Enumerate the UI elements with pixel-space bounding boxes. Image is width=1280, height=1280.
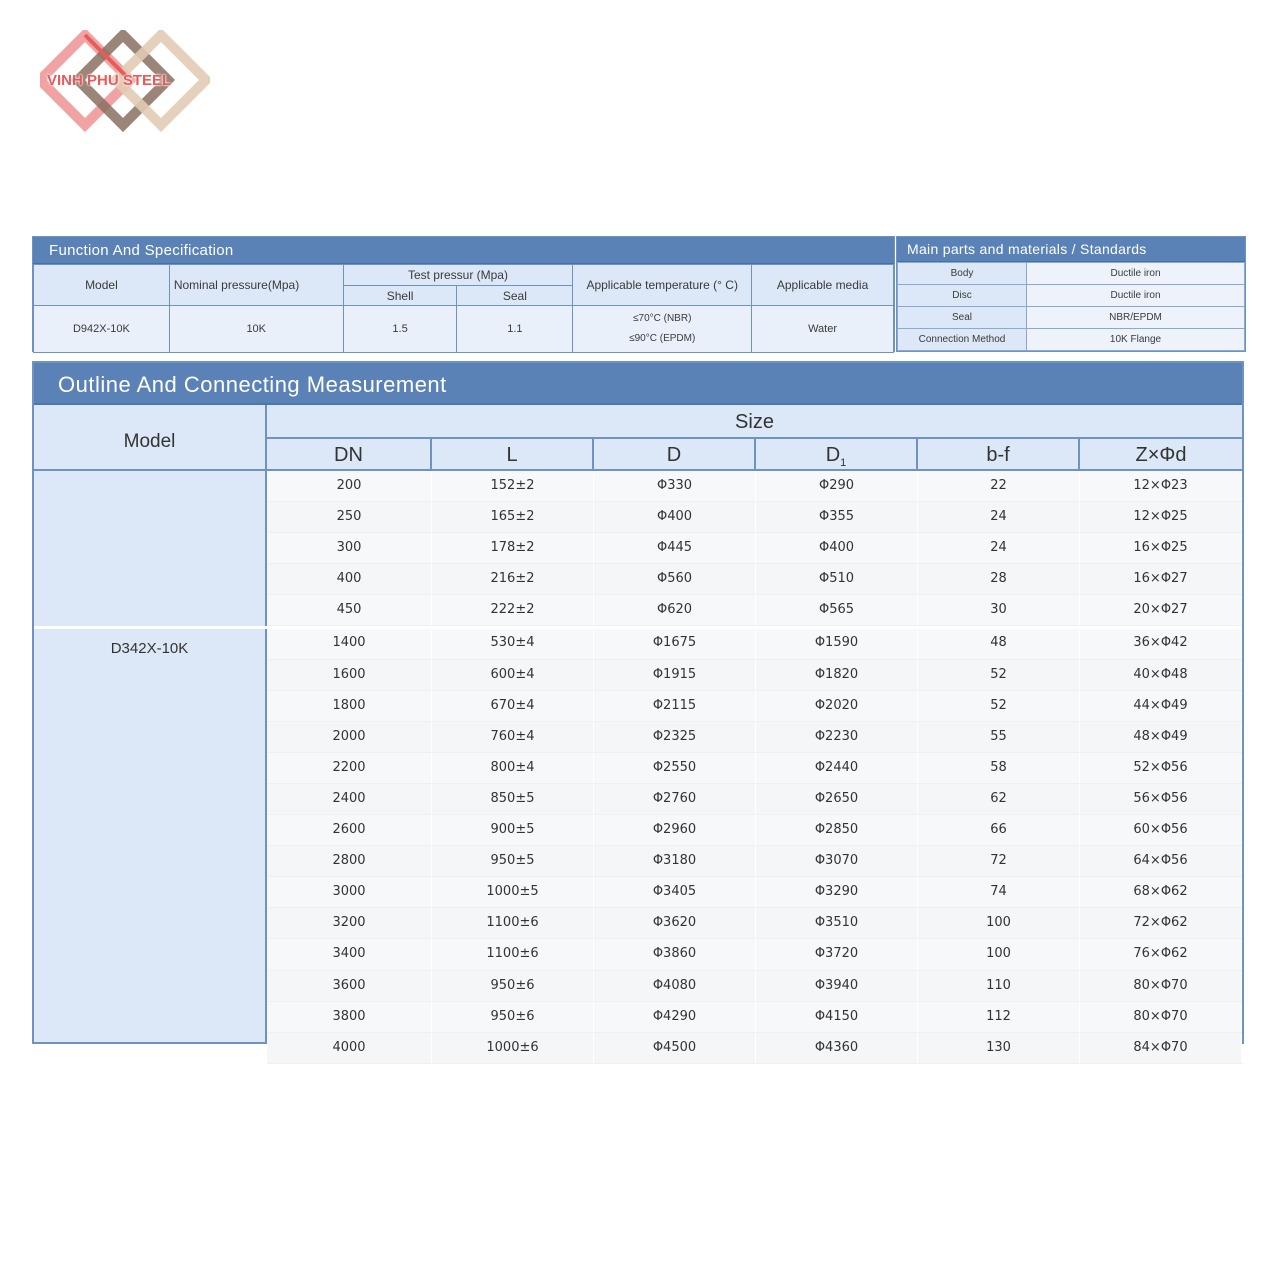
header-applicable-temperature: Applicable temperature (° C)	[573, 265, 752, 306]
cell-d: Φ1915	[594, 660, 756, 690]
cell-d1: Φ3940	[756, 971, 918, 1001]
cell-zd: 80×Φ70	[1080, 971, 1242, 1001]
temp-nbr: ≤70°C (NBR)	[633, 313, 692, 324]
cell-l: 760±4	[432, 722, 594, 752]
table-row	[267, 691, 1242, 722]
function-spec-box	[32, 236, 895, 352]
spec-section	[32, 236, 1246, 352]
cell-d1: Φ2850	[756, 815, 918, 845]
cell-zd: 80×Φ70	[1080, 1002, 1242, 1032]
outline-section	[32, 361, 1244, 1055]
cell-dn: 2000	[267, 722, 432, 752]
temp-epdm: ≤90°C (EPDM)	[629, 333, 696, 344]
cell-bf: 62	[918, 784, 1080, 814]
table-row	[267, 815, 1242, 846]
function-spec-title: Function And Specification	[33, 237, 894, 264]
cell-zd: 36×Φ42	[1080, 628, 1242, 658]
cell-dn: 1400	[267, 628, 432, 658]
group-divider	[34, 626, 1242, 629]
table-row	[267, 784, 1242, 815]
cell-zd: 68×Φ62	[1080, 877, 1242, 907]
cell-dn: 3000	[267, 877, 432, 907]
cell-dn: 3200	[267, 908, 432, 938]
cell-l: 530±4	[432, 628, 594, 658]
cell-bf: 130	[918, 1033, 1080, 1063]
table-row	[267, 753, 1242, 784]
cell-bf: 100	[918, 939, 1080, 969]
value-seal: 1.1	[457, 306, 573, 353]
cell-zd: 84×Φ70	[1080, 1033, 1242, 1063]
value-nominal-pressure: 10K	[169, 306, 343, 353]
table-row	[267, 877, 1242, 908]
cell-d1: Φ290	[756, 471, 918, 501]
cell-d1: Φ3720	[756, 939, 918, 969]
outline-size-header: Size	[267, 405, 1242, 439]
cell-d: Φ3620	[594, 908, 756, 938]
cell-d: Φ4290	[594, 1002, 756, 1032]
table-row	[267, 595, 1242, 626]
table-row	[267, 660, 1242, 691]
cell-dn: 2800	[267, 846, 432, 876]
cell-dn: 3600	[267, 971, 432, 1001]
value-model: D942X-10K	[34, 306, 170, 353]
cell-bf: 24	[918, 533, 1080, 563]
cell-bf: 66	[918, 815, 1080, 845]
header-shell: Shell	[343, 286, 457, 306]
table-row	[267, 846, 1242, 877]
cell-bf: 48	[918, 628, 1080, 658]
cell-d1: Φ400	[756, 533, 918, 563]
column-header-d1-subscript: 1	[840, 457, 847, 469]
cell-d: Φ620	[594, 595, 756, 625]
cell-d1: Φ565	[756, 595, 918, 625]
cell-zd: 20×Φ27	[1080, 595, 1242, 625]
cell-zd: 12×Φ25	[1080, 502, 1242, 532]
outline-title: Outline And Connecting Measurement	[34, 363, 1242, 405]
cell-d: Φ4500	[594, 1033, 756, 1063]
cell-zd: 64×Φ56	[1080, 846, 1242, 876]
table-row	[267, 471, 1242, 502]
value-media: Water	[752, 306, 894, 353]
cell-d: Φ2960	[594, 815, 756, 845]
cell-dn: 4000	[267, 1033, 432, 1063]
cell-bf: 52	[918, 660, 1080, 690]
part-key: Disc	[898, 285, 1027, 307]
column-header-zd: Z×Φd	[1080, 439, 1242, 471]
cell-l: 800±4	[432, 753, 594, 783]
part-value: 10K Flange	[1027, 329, 1245, 351]
cell-d: Φ3180	[594, 846, 756, 876]
cell-d1: Φ510	[756, 564, 918, 594]
main-parts-row	[898, 285, 1245, 307]
header-applicable-media: Applicable media	[752, 265, 894, 306]
cell-l: 600±4	[432, 660, 594, 690]
cell-d1: Φ4360	[756, 1033, 918, 1063]
main-parts-table	[897, 262, 1245, 351]
cell-d: Φ3860	[594, 939, 756, 969]
outline-data-table	[267, 471, 1242, 1064]
outline-model-header: Model	[34, 405, 267, 471]
cell-bf: 52	[918, 691, 1080, 721]
table-row	[267, 628, 1242, 659]
cell-zd: 16×Φ25	[1080, 533, 1242, 563]
cell-bf: 112	[918, 1002, 1080, 1032]
outline-column-headers	[267, 439, 1242, 471]
cell-dn: 450	[267, 595, 432, 625]
part-value: Ductile iron	[1027, 285, 1245, 307]
cell-dn: 400	[267, 564, 432, 594]
column-header-d: D	[594, 439, 756, 471]
column-header-d1	[756, 439, 918, 471]
outline-model-value: D342X-10K	[110, 640, 189, 657]
cell-d1: Φ2020	[756, 691, 918, 721]
main-parts-box	[896, 236, 1246, 352]
cell-bf: 110	[918, 971, 1080, 1001]
cell-zd: 56×Φ56	[1080, 784, 1242, 814]
table-row	[267, 564, 1242, 595]
cell-l: 950±6	[432, 971, 594, 1001]
cell-zd: 40×Φ48	[1080, 660, 1242, 690]
column-header-bf: b-f	[918, 439, 1080, 471]
cell-l: 1000±6	[432, 1033, 594, 1063]
cell-d: Φ445	[594, 533, 756, 563]
cell-l: 1100±6	[432, 939, 594, 969]
cell-d1: Φ2440	[756, 753, 918, 783]
main-parts-row	[898, 263, 1245, 285]
table-row	[267, 1033, 1242, 1064]
cell-l: 152±2	[432, 471, 594, 501]
cell-l: 1100±6	[432, 908, 594, 938]
cell-l: 178±2	[432, 533, 594, 563]
cell-d: Φ560	[594, 564, 756, 594]
cell-l: 670±4	[432, 691, 594, 721]
cell-d1: Φ2650	[756, 784, 918, 814]
cell-bf: 24	[918, 502, 1080, 532]
cell-d: Φ1675	[594, 628, 756, 658]
cell-d1: Φ1820	[756, 660, 918, 690]
table-row	[267, 908, 1242, 939]
cell-d1: Φ3510	[756, 908, 918, 938]
header-nominal-pressure: Nominal pressure(Mpa)	[169, 265, 343, 306]
column-header-d1-label: D	[825, 444, 841, 466]
cell-d: Φ2550	[594, 753, 756, 783]
cell-bf: 58	[918, 753, 1080, 783]
cell-d1: Φ4150	[756, 1002, 918, 1032]
cell-dn: 2600	[267, 815, 432, 845]
cell-d: Φ3405	[594, 877, 756, 907]
cell-l: 850±5	[432, 784, 594, 814]
cell-d1: Φ3290	[756, 877, 918, 907]
cell-bf: 100	[918, 908, 1080, 938]
cell-zd: 60×Φ56	[1080, 815, 1242, 845]
table-row	[267, 533, 1242, 564]
main-parts-row	[898, 329, 1245, 351]
cell-zd: 12×Φ23	[1080, 471, 1242, 501]
cell-l: 165±2	[432, 502, 594, 532]
cell-d: Φ4080	[594, 971, 756, 1001]
part-key: Connection Method	[898, 329, 1027, 351]
value-shell: 1.5	[343, 306, 457, 353]
function-spec-table	[33, 264, 894, 353]
cell-d1: Φ2230	[756, 722, 918, 752]
cell-bf: 55	[918, 722, 1080, 752]
cell-d: Φ330	[594, 471, 756, 501]
cell-dn: 3800	[267, 1002, 432, 1032]
cell-zd: 48×Φ49	[1080, 722, 1242, 752]
cell-dn: 2400	[267, 784, 432, 814]
cell-d: Φ2760	[594, 784, 756, 814]
cell-dn: 3400	[267, 939, 432, 969]
cell-l: 222±2	[432, 595, 594, 625]
cell-zd: 44×Φ49	[1080, 691, 1242, 721]
part-value: NBR/EPDM	[1027, 307, 1245, 329]
cell-bf: 22	[918, 471, 1080, 501]
table-row	[267, 502, 1242, 533]
cell-bf: 28	[918, 564, 1080, 594]
cell-dn: 2200	[267, 753, 432, 783]
cell-d: Φ2325	[594, 722, 756, 752]
part-key: Body	[898, 263, 1027, 285]
column-header-dn: DN	[267, 439, 432, 471]
cell-bf: 74	[918, 877, 1080, 907]
cell-d1: Φ3070	[756, 846, 918, 876]
cell-d: Φ2115	[594, 691, 756, 721]
table-row	[267, 1002, 1242, 1033]
main-parts-row	[898, 307, 1245, 329]
cell-l: 950±6	[432, 1002, 594, 1032]
main-parts-title: Main parts and materials / Standards	[897, 237, 1245, 262]
cell-dn: 200	[267, 471, 432, 501]
outline-model-column	[34, 471, 267, 1042]
part-value: Ductile iron	[1027, 263, 1245, 285]
cell-dn: 1800	[267, 691, 432, 721]
table-row	[267, 939, 1242, 970]
cell-l: 1000±5	[432, 877, 594, 907]
header-test-pressure: Test pressur (Mpa)	[343, 265, 573, 286]
cell-zd: 16×Φ27	[1080, 564, 1242, 594]
cell-zd: 72×Φ62	[1080, 908, 1242, 938]
cell-d: Φ400	[594, 502, 756, 532]
cell-l: 216±2	[432, 564, 594, 594]
header-seal: Seal	[457, 286, 573, 306]
cell-l: 950±5	[432, 846, 594, 876]
cell-zd: 76×Φ62	[1080, 939, 1242, 969]
cell-bf: 30	[918, 595, 1080, 625]
cell-dn: 300	[267, 533, 432, 563]
table-row	[267, 971, 1242, 1002]
cell-dn: 250	[267, 502, 432, 532]
vinh-phu-steel-logo	[40, 30, 210, 135]
logo-text: VINH PHU STEEL	[47, 72, 172, 89]
cell-d1: Φ1590	[756, 628, 918, 658]
cell-bf: 72	[918, 846, 1080, 876]
value-temperature	[573, 306, 752, 353]
header-model: Model	[34, 265, 170, 306]
column-header-l: L	[432, 439, 594, 471]
cell-d1: Φ355	[756, 502, 918, 532]
cell-dn: 1600	[267, 660, 432, 690]
part-key: Seal	[898, 307, 1027, 329]
cell-l: 900±5	[432, 815, 594, 845]
table-row	[267, 722, 1242, 753]
cell-zd: 52×Φ56	[1080, 753, 1242, 783]
